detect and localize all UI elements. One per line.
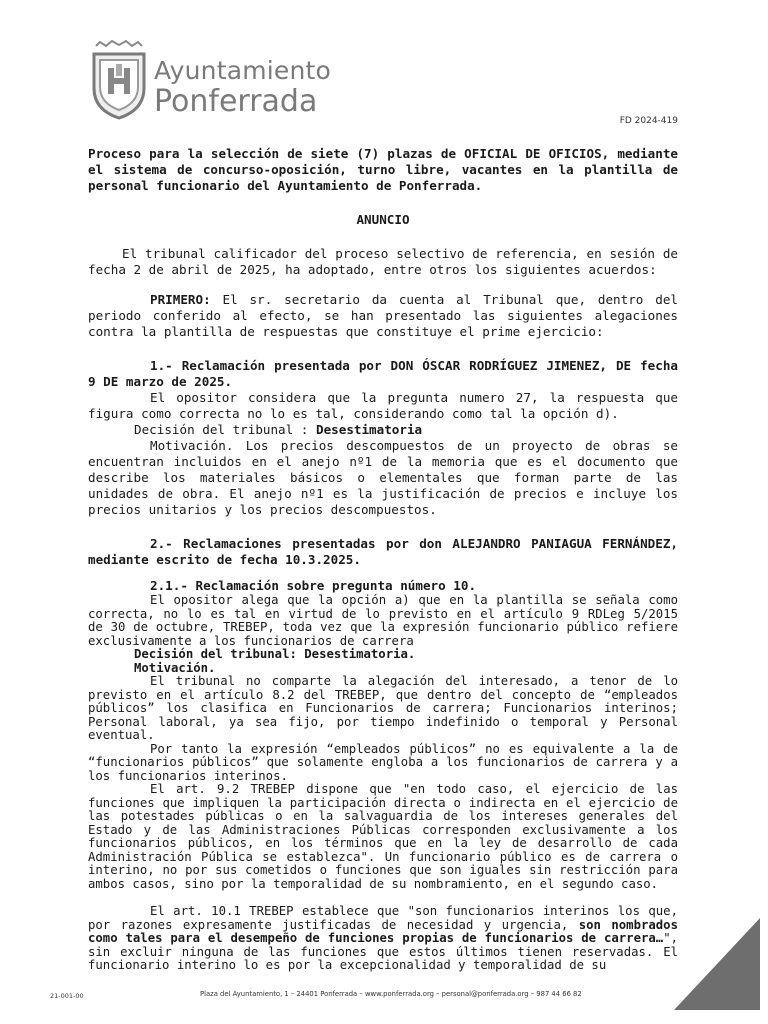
document-heading: ANUNCIO xyxy=(356,212,410,227)
document-title: Proceso para la selección de siete (7) plazas de OFICIAL DE OFICIOS, mediante el sistema de concurso-oposición, turno libre, vacantes en la plantilla de personal funcionario del Ayuntamiento de Ponferrada. xyxy=(88,146,678,193)
org-name-line2: Ponferrada xyxy=(154,84,318,119)
claim1-decision-value: Desestimatoria xyxy=(315,422,423,437)
footer-address: Plaza del Ayuntamiento, 1 – 24401 Ponferrada – www.ponferrada.org – personal@ponferrada.org – 987 44 66 82 xyxy=(200,990,582,998)
paragraph-d-bold: son nombrados como tales para el desempeño de funciones propias de funcionarios de carrera… xyxy=(88,917,678,945)
motivation-paragraph-d xyxy=(88,905,678,973)
claim21-text: El opositor alega que la opción a) que en la plantilla se señala como correcta, no lo es tal en virtud de lo previsto en el artículo 9 RDLeg 5/2015 de 30 de octubre, TREBEP, toda vez que la expresión funcionario público refiere exclusivamente a los funcionarios de carrera xyxy=(88,593,678,648)
org-name-line1: Ayuntamiento xyxy=(154,56,332,85)
claim1-text: El opositor considera que la pregunta numero 27, la respuesta que figura como correcta no lo es tal, considerando como tal la opción d). xyxy=(88,390,678,421)
paragraph-d-start: El art. 10.1 TREBEP establece que "son funcionarios interinos los que, por razones expresamente justificadas de necesidad y urgencia, xyxy=(88,904,678,932)
claim21-decision: Decisión del tribunal: Desestimatoria. xyxy=(134,647,416,661)
claim21-heading: 2.1.- Reclamación sobre pregunta número 10. xyxy=(150,578,477,593)
motivation-paragraph-a: El tribunal no comparte la alegación del interesado, a tenor de lo previsto en el artículo 8.2 del TREBEP, que dentro del concepto de “empleados públicos” los clasifica en Funcionarios de carrera; Funcionarios interinos; Personal laboral, ya sea fijo, por tiempo indefinido o temporal y Personal eventual. xyxy=(88,674,678,742)
primero-text: El sr. secretario da cuenta al Tribunal que, dentro del periodo conferido al efecto, se han presentado las siguientes alegaciones contra la plantilla de respuestas que constituye el prime ejercicio: xyxy=(88,292,678,339)
intro-paragraph: El tribunal calificador del proceso selectivo de referencia, en sesión de fecha 2 de abril de 2025, ha adoptado, entre otros los siguientes acuerdos: xyxy=(88,246,678,277)
claim1-motivation: Motivación. Los precios descompuestos de un proyecto de obras se encuentran incluidos en el anejo nº1 de la memoria que es el documento que describe los materiales básicos o elementales que forman parte de las unidades de obra. El anejo nº1 es la justificación de precios e incluye los precios unitarios y los precios descompuestos. xyxy=(88,438,678,517)
motivation-paragraph-c: El art. 9.2 TREBEP dispone que "en todo caso, el ejercicio de las funciones que impliquen la participación directa o indirecta en el ejercicio de las potestades públicas o en la salvaguardia de los intereses generales del Estado y de las Administraciones Públicas corresponden exclusivamente a los funcionarios públicos, en los términos que en la ley de desarrollo de cada Administración Pública se establezca". Un funcionario público es de carrera o interino, no por sus cometidos o funciones que son iguales sin restricción para ambos casos, sino por la temporalidad de su nombramiento, en el segundo caso. xyxy=(88,782,678,891)
motivation-paragraph-b: Por tanto la expresión “empleados públicos” no es equivalente a la de “funcionarios públicos” que solamente engloba a los funcionarios de carrera y a los funcionarios interinos. xyxy=(88,741,678,783)
claim2-heading: 2.- Reclamaciones presentadas por don ALEJANDRO PANIAGUA FERNÁNDEZ, mediante escrito de fecha 10.3.2025. xyxy=(88,536,678,567)
claim1-decision xyxy=(88,422,678,438)
coat-of-arms-icon xyxy=(88,40,150,120)
paragraph-d-end: ", sin excluir ninguna de las funciones que estos últimos tienen reservadas. El funcionario interino lo es por la excepcionalidad y temporalidad de su xyxy=(88,931,678,972)
primero-label: PRIMERO: xyxy=(150,292,211,307)
claim21-motivation-label: Motivación. xyxy=(134,660,216,675)
primero-paragraph xyxy=(88,292,678,340)
claim1-heading: 1.- Reclamación presentada por DON ÓSCAR RODRÍGUEZ JIMENEZ, DE fecha 9 DE marzo de 2025. xyxy=(88,358,678,389)
document-body xyxy=(88,146,678,973)
claim1-decision-label: Decisión del tribunal : xyxy=(134,422,316,437)
page-corner-fold-icon xyxy=(674,918,760,1010)
footer-code: 21-001-00 xyxy=(50,992,84,1000)
document-reference: FD 2024-419 xyxy=(619,116,678,126)
ayuntamiento-logo xyxy=(88,40,332,124)
